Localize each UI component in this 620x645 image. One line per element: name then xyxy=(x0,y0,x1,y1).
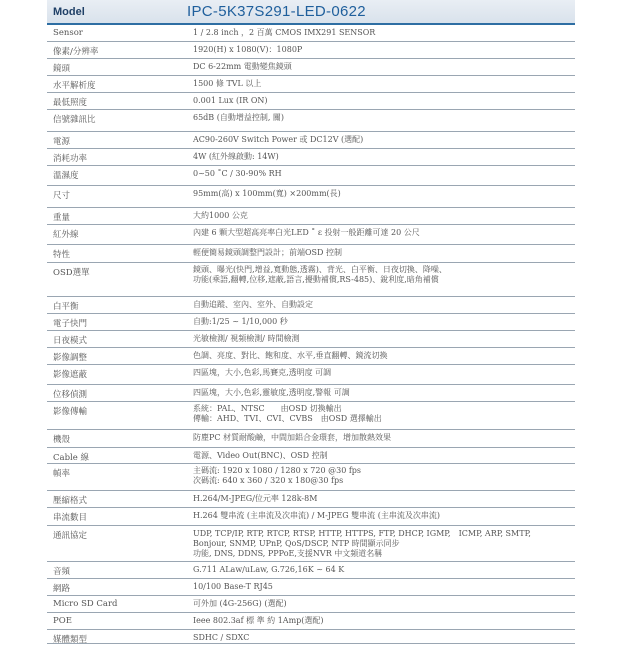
spec-value xyxy=(187,59,575,75)
spec-row xyxy=(47,464,575,491)
spec-key: 串流數目 xyxy=(53,513,88,523)
spec-value xyxy=(187,314,575,330)
spec-key: 紅外線 xyxy=(53,230,79,240)
spec-value-line: 電源、Video Out(BNC)、OSD 控制 xyxy=(193,451,328,460)
spec-value-line: 95mm(高) x 100mm(寬) ×200mm(長) xyxy=(193,189,341,198)
spec-key: 位移偵測 xyxy=(53,390,88,400)
spec-value xyxy=(187,508,575,525)
spec-row xyxy=(47,526,575,562)
spec-row xyxy=(47,149,575,166)
spec-value-line: 傳輸：AHD、TVI、CVI、CVBS 由OSD 選擇輸出 xyxy=(193,414,382,423)
spec-key: 媒體類型 xyxy=(53,635,88,645)
spec-value-line: 10/100 Base-T RJ45 xyxy=(193,582,273,591)
spec-value-line: H.264/M-JPEG/位元率 128k-8M xyxy=(193,494,318,503)
spec-row xyxy=(47,491,575,508)
spec-key: 最低照度 xyxy=(53,98,88,108)
spec-value xyxy=(187,208,575,224)
spec-row xyxy=(47,365,575,385)
spec-row xyxy=(47,263,575,297)
spec-row xyxy=(47,562,575,579)
spec-key: 影像遮蔽 xyxy=(53,370,88,380)
spec-value xyxy=(187,110,575,131)
spec-value xyxy=(187,42,575,58)
spec-row xyxy=(47,402,575,430)
spec-value xyxy=(187,526,575,561)
spec-value xyxy=(187,297,575,313)
spec-header xyxy=(47,0,575,25)
spec-value xyxy=(187,149,575,165)
spec-value-line: 防塵PC 材質耐酸鹼，中間加鋁合金環套，增加散熱效果 xyxy=(193,433,392,442)
spec-value-line: AC90-260V Switch Power 或 DC12V (選配) xyxy=(193,135,364,144)
spec-value-line: SDHC / SDXC xyxy=(193,633,250,642)
spec-value-line: 65dB (自動增益控制, 關) xyxy=(193,113,285,122)
spec-value-line: 系統：PAL、NTSC 由OSD 切換輸出 xyxy=(193,404,342,413)
spec-row xyxy=(47,166,575,186)
spec-key: 音頻 xyxy=(53,567,71,577)
spec-value-line: 0~50 ˚C / 30-90% RH xyxy=(193,169,282,178)
spec-row xyxy=(47,208,575,225)
spec-key: 幀率 xyxy=(53,469,71,479)
spec-key: 電子快門 xyxy=(53,319,88,329)
spec-value-line: G.711 ALaw/uLaw, G.726,16K ~ 64 K xyxy=(193,565,345,574)
spec-value-line: 0.001 Lux (IR ON) xyxy=(193,96,268,105)
spec-row xyxy=(47,348,575,365)
spec-key: 鏡頭 xyxy=(53,64,71,74)
spec-value-line: 次碼流: 640 x 360 / 320 x 180@30 fps xyxy=(193,476,344,485)
spec-value-line: 輕便簡易鏡頭調整門設計；前端OSD 控制 xyxy=(193,248,342,257)
spec-value-line: UDP, TCP/IP, RTP, RTCP, RTSP, HTTP, HTTPS, FTP, DHCP, IGMP, ICMP, ARP, SMTP, xyxy=(193,529,531,538)
model-number: IPC-5K37S291-LED-0622 xyxy=(187,3,366,20)
spec-value xyxy=(187,448,575,463)
spec-value xyxy=(187,132,575,148)
spec-value-line: 大約1000 公克 xyxy=(193,211,248,220)
spec-key: 像素/分辨率 xyxy=(53,47,99,57)
spec-value xyxy=(187,579,575,595)
spec-row xyxy=(47,297,575,314)
spec-row xyxy=(47,596,575,613)
spec-value-line: 四區塊，大小,色彩,馬賽克,透明度 可調 xyxy=(193,368,332,377)
spec-table xyxy=(47,25,575,644)
spec-value-line: 1 / 2.8 inch ，2 百萬 CMOS IMX291 SENSOR xyxy=(193,28,376,37)
spec-row xyxy=(47,508,575,526)
spec-key: 影像調整 xyxy=(53,353,88,363)
spec-key: 網路 xyxy=(53,584,71,594)
spec-row xyxy=(47,314,575,331)
spec-row xyxy=(47,132,575,149)
spec-key: Sensor xyxy=(53,28,83,38)
spec-value xyxy=(187,263,575,296)
spec-value-line: 4W (紅外線啟動: 14W) xyxy=(193,152,279,161)
spec-key: POE xyxy=(53,616,72,626)
spec-value xyxy=(187,562,575,578)
spec-row xyxy=(47,430,575,448)
spec-key: 影像傳輸 xyxy=(53,407,88,417)
spec-row xyxy=(47,448,575,464)
spec-value-line: 內建 6 顆大型超高亮率白光LED ˚ ε 投射一般距離可達 20 公尺 xyxy=(193,228,420,237)
spec-value xyxy=(187,596,575,612)
spec-value xyxy=(187,385,575,401)
spec-value-line: 自動追蹤、室內、室外、自動設定 xyxy=(193,300,313,309)
spec-value xyxy=(187,76,575,92)
spec-key: Micro SD Card xyxy=(53,599,118,609)
spec-value-line: 光敏檢測/ 視頻檢測/ 時間檢測 xyxy=(193,334,300,343)
spec-value-line: Bonjour, SNMP, UPnP, QoS/DSCP, NTP 時間顯示同步 xyxy=(193,539,400,548)
spec-key: Cable 線 xyxy=(53,453,89,463)
spec-value xyxy=(187,331,575,347)
spec-value xyxy=(187,491,575,507)
spec-value-line: 自動:1/25 ~ 1/10,000 秒 xyxy=(193,317,288,326)
spec-value-line: 功能, DNS, DDNS, PPPoE,支援NVR 中文頻道名稱 xyxy=(193,549,383,558)
spec-value-line: 主碼流: 1920 x 1080 / 1280 x 720 @30 fps xyxy=(193,466,362,475)
spec-key: 溫濕度 xyxy=(53,171,79,181)
spec-key: 機殼 xyxy=(53,435,71,445)
spec-value-line: 1500 條 TVL 以上 xyxy=(193,79,262,88)
spec-value-line: Ieee 802.3af 標 準 約 1Amp(選配) xyxy=(193,616,324,625)
spec-value-line: 1920(H) x 1080(V)：1080P xyxy=(193,45,303,54)
spec-value xyxy=(187,613,575,629)
spec-key: 特性 xyxy=(53,250,71,260)
spec-value xyxy=(187,225,575,244)
spec-row xyxy=(47,186,575,208)
spec-sheet xyxy=(47,0,575,645)
spec-row xyxy=(47,331,575,348)
spec-row xyxy=(47,225,575,245)
spec-value-line: 功能(乘語,翻轉,位移,遮蔽,語言,擾動補償,RS-485)、銳利度,暗角補償 xyxy=(193,275,439,284)
header-label: Model xyxy=(53,5,85,18)
spec-row xyxy=(47,630,575,644)
spec-row xyxy=(47,579,575,596)
spec-value-line: DC 6-22mm 電動變焦鏡頭 xyxy=(193,62,292,71)
spec-row xyxy=(47,110,575,132)
spec-value xyxy=(187,93,575,109)
spec-key: 白平衡 xyxy=(53,302,79,312)
spec-value xyxy=(187,630,575,643)
spec-row xyxy=(47,245,575,263)
spec-value xyxy=(187,166,575,185)
spec-key: 信號雜訊比 xyxy=(53,115,96,125)
spec-key: 消耗功率 xyxy=(53,154,88,164)
spec-row xyxy=(47,25,575,42)
spec-key: 日夜模式 xyxy=(53,336,88,346)
spec-value-line: 四區塊，大小,色彩,靈敏度,透明度,警報 可調 xyxy=(193,388,350,397)
spec-row xyxy=(47,613,575,630)
spec-key: 壓縮格式 xyxy=(53,496,88,506)
spec-row xyxy=(47,59,575,76)
spec-value xyxy=(187,365,575,384)
spec-key: 重量 xyxy=(53,213,71,223)
spec-value xyxy=(187,186,575,207)
spec-row xyxy=(47,385,575,402)
spec-key: 通訊協定 xyxy=(53,531,88,541)
spec-value xyxy=(187,25,575,41)
spec-row xyxy=(47,76,575,93)
spec-row xyxy=(47,93,575,110)
spec-value-line: 色調、亮度、對比、飽和度、水平,垂直翻轉、鏡流切換 xyxy=(193,351,388,360)
spec-key: 水平解析度 xyxy=(53,81,96,91)
spec-value-line: 可外加 (4G-256G) (選配) xyxy=(193,599,287,608)
spec-value xyxy=(187,430,575,447)
spec-key: 尺寸 xyxy=(53,191,71,201)
spec-value xyxy=(187,348,575,364)
spec-row xyxy=(47,42,575,59)
spec-value-line: 鏡頭、曝光(快門,增益,寬動態,透霧)、背光、白平衡、日夜切換、降噪、 xyxy=(193,265,447,274)
spec-key: OSD選單 xyxy=(53,268,90,278)
spec-value-line: H.264 雙串流 (主串流及次串流) / M-JPEG 雙串流 (主串流及次串流) xyxy=(193,511,440,520)
spec-value xyxy=(187,464,575,490)
spec-key: 電源 xyxy=(53,137,71,147)
spec-value xyxy=(187,402,575,429)
spec-value xyxy=(187,245,575,262)
